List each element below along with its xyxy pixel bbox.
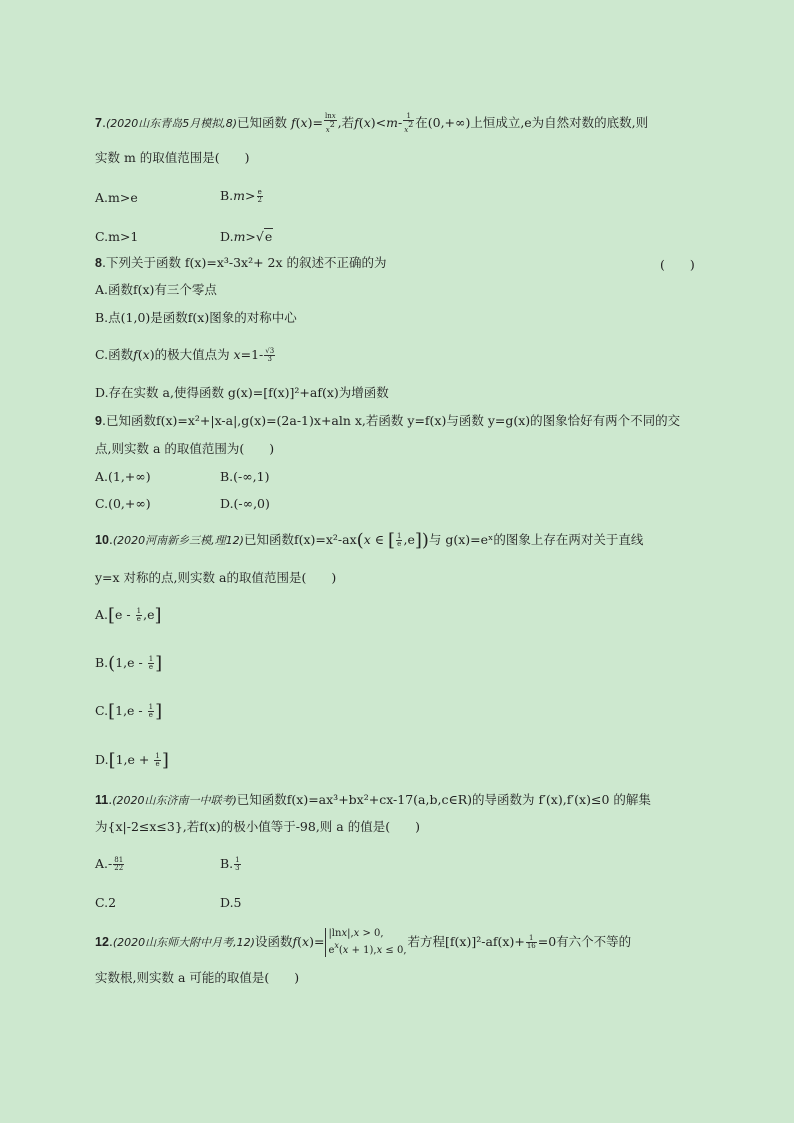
- q10-line1: 10.(2020河南新乡三模,理12)已知函数f(x)=x²-ax(x ∈ [ $\frac{1}{e}$ ,e])与 g(x)=eˣ的图象上存在两对关于直线: [95, 530, 644, 551]
- q11-line1: 11.(2020山东济南一中联考)已知函数f(x)=ax³+bx²+cx-17(a,b,c∈R)的导函数为 f′(x),f′(x)≤0 的解集: [95, 792, 651, 807]
- q12-source: (2020山东师大附中月考,12): [112, 936, 255, 949]
- q10-option-a: A.[e - $\frac{1}{e}$ ,e]: [95, 605, 162, 626]
- q8-number: 8: [95, 256, 102, 270]
- q9-line1: 9.已知函数f(x)=x²+|x-a|,g(x)=(2a-1)x+aln x,若函数 y=f(x)与函数 y=g(x)的图象恰好有两个不同的交: [95, 413, 681, 428]
- q11-option-c: C.2: [95, 895, 117, 910]
- q9-option-c: C.(0,+∞): [95, 496, 151, 511]
- q7-option-b: B.m> $\frac{e}{2}$: [220, 188, 262, 204]
- q8-option-b: B.点(1,0)是函数f(x)图象的对称中心: [95, 310, 297, 325]
- q10-stem-b: 与 g(x)=eˣ的图象上存在两对关于直线: [428, 532, 644, 547]
- q11-stem-line1: 已知函数f(x)=ax³+bx²+cx-17(a,b,c∈R)的导函数为 f′(x),f′(x)≤0 的解集: [236, 792, 651, 807]
- q11-number: 11: [95, 793, 109, 807]
- q12-number: 12: [95, 935, 109, 949]
- q10-line2: y=x 对称的点,则实数 a的取值范围是( ): [95, 570, 337, 585]
- q8-line1: 8.下列关于函数 f(x)=x³-3x²+ 2x 的叙述不正确的为: [95, 255, 387, 270]
- q8-option-d: D.存在实数 a,使得函数 g(x)=[f(x)]²+af(x)为增函数: [95, 385, 389, 400]
- q9-option-a: A.(1,+∞): [95, 469, 151, 484]
- q11-option-b: B. $\frac{1}{3}$: [220, 856, 240, 872]
- q7-stem-b: ,若: [337, 115, 355, 130]
- q9-option-b: B.(-∞,1): [220, 469, 270, 484]
- q11-option-a: A.- $\frac{81}{22}$: [95, 856, 124, 872]
- q8-answer-paren: ( ): [660, 257, 695, 272]
- q9-line2: 点,则实数 a 的取值范围为( ): [95, 441, 275, 456]
- q10-source: (2020河南新乡三模,理12): [112, 534, 244, 547]
- q9-stem-line1: 已知函数f(x)=x²+|x-a|,g(x)=(2a-1)x+aln x,若函数 y=f(x)与函数 y=g(x)的图象恰好有两个不同的交: [105, 413, 681, 428]
- q7-source: (2020山东青岛5月模拟,8): [105, 117, 238, 130]
- q11-option-d: D.5: [220, 895, 242, 910]
- q7-line1: 7.(2020山东青岛5月模拟,8)已知函数 f(x)= $\frac{\ln x}{x^2}$ ,若f(x)<m- $\frac{1}{x^2}$ 在(0,+∞)上恒成立,e为自然对数的底数,则: [95, 112, 649, 134]
- q10-number: 10: [95, 533, 109, 547]
- q12-stem-b: 若方程[f(x)]²-af(x)+: [407, 934, 525, 949]
- q7-stem-c: 在(0,+∞)上恒成立,e为自然对数的底数,则: [415, 115, 649, 130]
- q10-option-d: D.[1,e + $\frac{1}{e}$ ]: [95, 750, 169, 771]
- q8-stem: 下列关于函数 f(x)=x³-3x²+ 2x 的叙述不正确的为: [105, 255, 387, 270]
- q12-line1: 12.(2020山东师大附中月考,12)设函数f(x)= |lnx|,x > 0, $e^x(x + 1),x \le 0$, 若方程[f(x)]²-af(x)+ $\frac{1}{16}$ =0有六个不等的: [95, 928, 632, 956]
- q7-number: 7: [95, 116, 102, 130]
- q10-option-c: C.[1,e - $\frac{1}{e}$ ]: [95, 701, 163, 722]
- q12-stem-a: 设函数: [254, 934, 293, 949]
- q7-option-d: D.m>√e: [220, 229, 273, 244]
- q7-stem-a: 已知函数: [237, 115, 288, 130]
- q7-option-a: A.m>e: [95, 190, 138, 205]
- q9-number: 9: [95, 414, 102, 428]
- q11-line2: 为{x|-2≤x≤3},若f(x)的极小值等于-98,则 a 的值是( ): [95, 819, 420, 834]
- q8-option-a: A.函数f(x)有三个零点: [95, 282, 217, 297]
- q11-source: (2020山东济南一中联考): [112, 794, 237, 807]
- q8-option-c: C.函数f(x)的极大值点为 x=1- $\frac{√3}{3}$: [95, 347, 275, 363]
- q7-option-c: C.m>1: [95, 229, 139, 244]
- q12-stem-c: =0有六个不等的: [537, 934, 632, 949]
- q7-line2: 实数 m 的取值范围是( ): [95, 150, 250, 165]
- q10-stem-a: 已知函数f(x)=x²-ax: [243, 532, 357, 547]
- q9-option-d: D.(-∞,0): [220, 496, 270, 511]
- q12-line2: 实数根,则实数 a 可能的取值是( ): [95, 970, 300, 985]
- q10-option-b: B.(1,e - $\frac{1}{e}$ ]: [95, 653, 163, 674]
